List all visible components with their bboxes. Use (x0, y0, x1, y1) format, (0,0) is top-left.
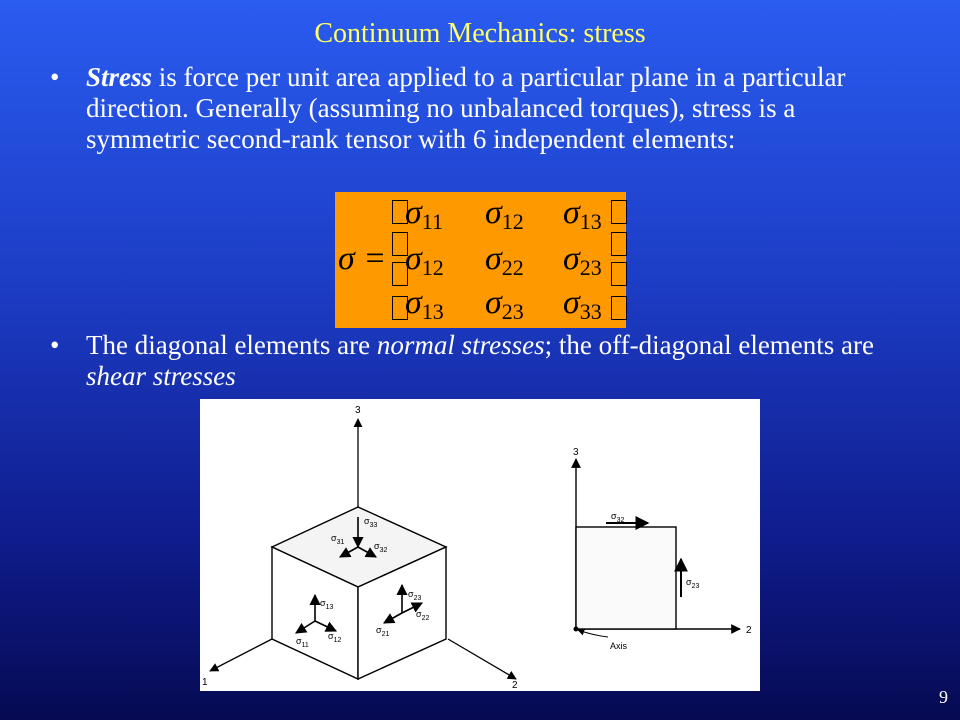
stress-diagram-figure (200, 399, 760, 691)
bullet-diagonal-elements (50, 330, 910, 392)
sigma-21-label: $\sigma_{21}$ (376, 625, 390, 638)
axis-label: Axis (610, 641, 628, 651)
bullet-text (86, 62, 910, 155)
cube (272, 507, 446, 679)
sigma-11-label: $\sigma_{11}$ (296, 636, 309, 649)
bullet-text: The diagonal elements are normal stresses; the off-diagonal elements are shear stresses (86, 330, 875, 391)
bracket-glyph (611, 262, 627, 286)
bracket-glyph (611, 296, 627, 320)
stress-term: Stress (86, 62, 153, 92)
sigma-33-label: $\sigma_{33}$ (364, 516, 378, 529)
axis-point (574, 627, 579, 632)
sigma-13-label: $\sigma_{13}$ (320, 598, 334, 611)
cube-axis-3-label: 3 (355, 405, 361, 416)
slide-title: Continuum Mechanics: stress (314, 18, 646, 49)
bullet-marker: • (50, 62, 60, 92)
sigma-32-square-label: $\sigma_{32}$ (611, 511, 625, 524)
square-axis-3-label: 3 (573, 447, 579, 458)
matrix-cell: $\sigma_{13}$ (563, 194, 602, 234)
sigma-22-label: $\sigma_{22}$ (416, 609, 430, 622)
matrix-lhs: σ = (338, 240, 387, 277)
stress-tensor-matrix (335, 192, 626, 328)
sigma-31-label: $\sigma_{31}$ (331, 533, 345, 546)
matrix-cell: $\sigma_{22}$ (485, 240, 524, 280)
bracket-glyph (611, 232, 627, 256)
matrix-cell: $\sigma_{12}$ (485, 194, 524, 234)
bullet-stress-definition (50, 62, 910, 155)
sigma-32-label: $\sigma_{32}$ (374, 541, 388, 554)
matrix-cell: $\sigma_{11}$ (405, 194, 443, 234)
sigma-23-square-label: $\sigma_{23}$ (686, 577, 700, 590)
bracket-glyph (611, 200, 627, 224)
stress-diagram-svg (200, 399, 760, 691)
sigma-12-label: $\sigma_{12}$ (328, 631, 342, 644)
matrix-cell: $\sigma_{13}$ (405, 284, 444, 324)
square-axis-2-label: 2 (746, 625, 752, 636)
cube-axis-2-label: 2 (512, 680, 518, 691)
matrix-cell: $\sigma_{33}$ (563, 284, 602, 324)
shear-stresses-term: shear stresses (86, 361, 236, 391)
cube-axis-1-label: 1 (202, 677, 208, 688)
sigma-23-label: $\sigma_{23}$ (408, 589, 422, 602)
stress-definition-text: is force per unit area applied to a particular plane in a particular direction. Generally (assuming no unbalanced torques), stress is a symmetric second-rank tensor with 6 independent elements: (86, 62, 846, 154)
square-diagram (576, 459, 740, 637)
matrix-cell: $\sigma_{23}$ (563, 240, 602, 280)
normal-stresses-term: normal stresses (376, 330, 545, 360)
matrix-cell: $\sigma_{23}$ (485, 284, 524, 324)
bullet-marker: • (50, 330, 60, 360)
matrix-cell: $\sigma_{12}$ (405, 240, 444, 280)
page-number: 9 (939, 687, 948, 707)
